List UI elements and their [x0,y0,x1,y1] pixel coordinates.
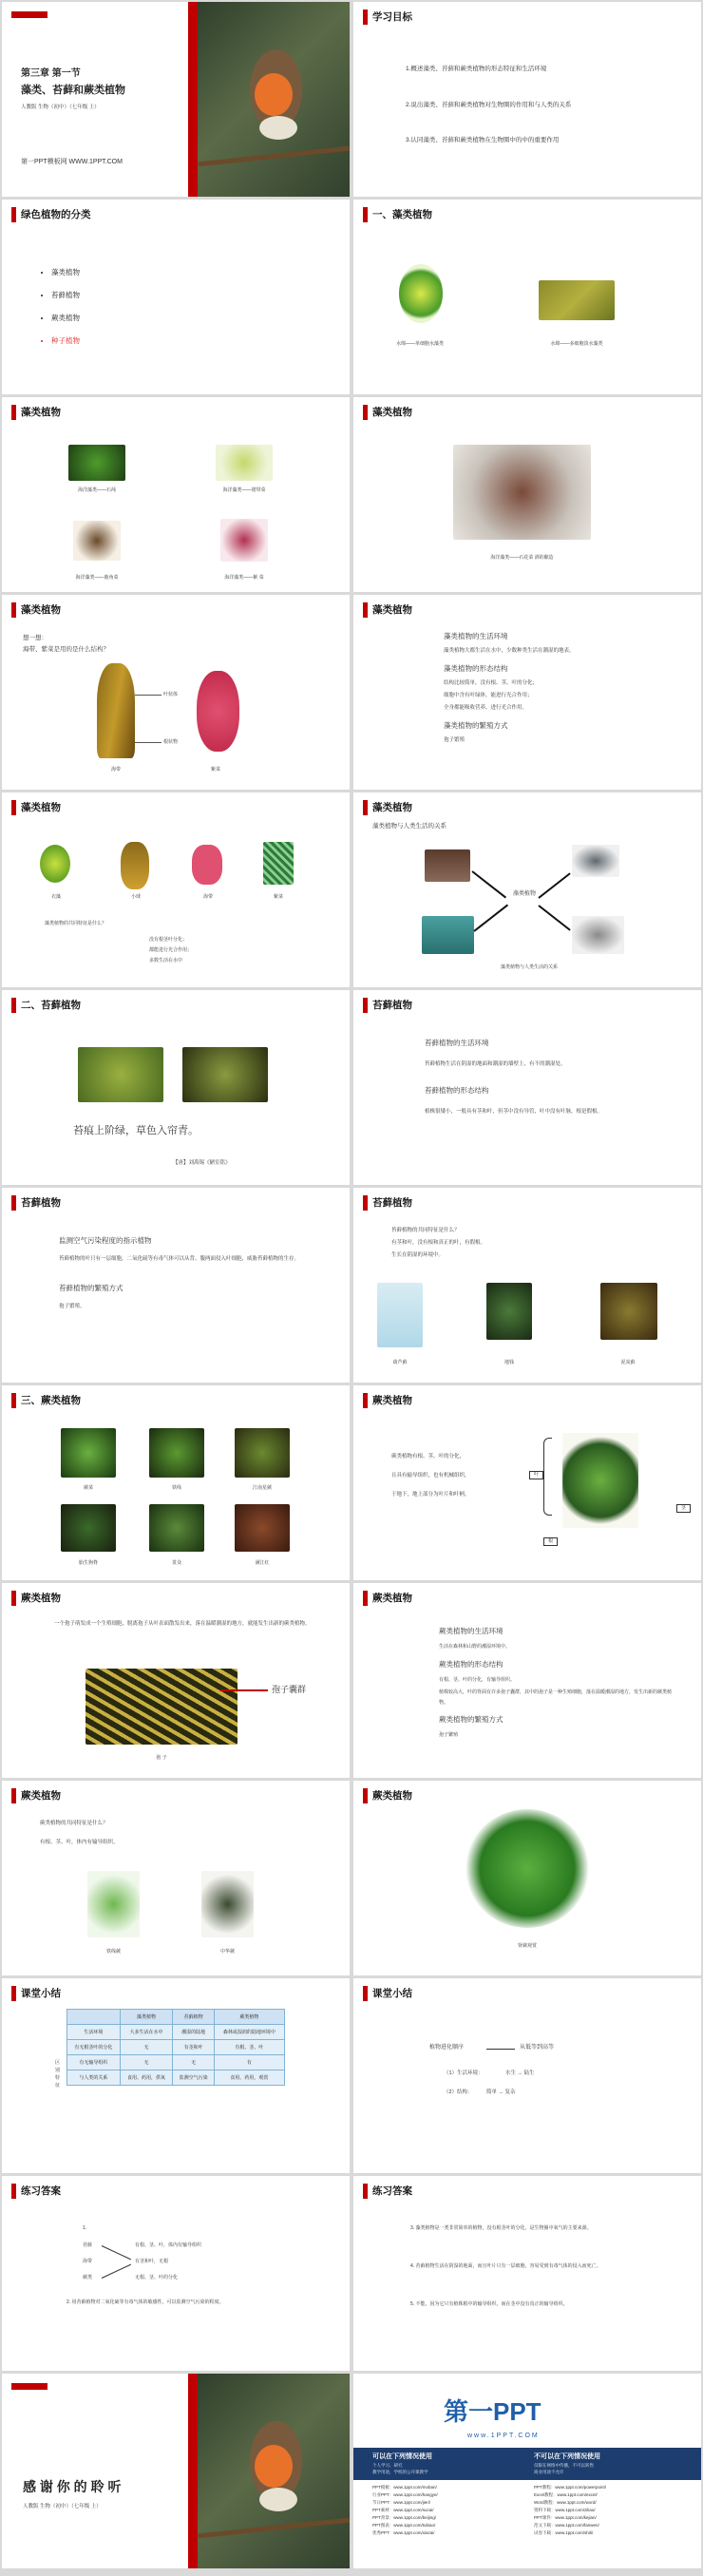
answer-num: 1. [83,2225,87,2231]
slide-algae-human [353,792,701,987]
usage-line: 仅限在网络中传播，不可以转售 [534,2463,594,2468]
caption: 藻类植物与人类生活的关系 [500,964,558,970]
note: 多数生活在水中 [149,958,183,964]
caption: 贯众 [171,1560,181,1566]
slide-title: 蕨类植物 [21,1790,61,1802]
slide-thanks [2,2374,350,2568]
porphyra-photo [220,519,268,562]
heading: 蕨类植物的形态结构 [439,1660,504,1669]
resource-link[interactable]: 节日PPT：www.1ppt.com/jieri/ [372,2500,431,2505]
usage-denied: 不可以在下列情况使用 [534,2453,600,2460]
question: 蕨类植物的共同特征是什么？ [40,1821,108,1826]
detail: 孢子繁殖 [439,1732,459,1738]
slide-title: 藻类植物 [21,802,61,813]
usage-line: 商业用途不允许 [534,2470,564,2474]
marchantia-photo [486,1283,532,1340]
kelp-photo [97,663,135,758]
evolution-label: 植物进化顺序 [429,2045,465,2051]
fern-diagram [562,1433,638,1528]
caption: 葫芦藓 [392,1360,408,1365]
heading: 藻类植物的繁殖方式 [444,721,508,730]
caption: 衣藻 [50,894,61,900]
slide-moss-intro [2,990,350,1185]
fern-photo [235,1428,290,1478]
caption: 胎生狗脊 [78,1560,98,1566]
caption: 泥炭藓 [620,1360,636,1365]
resource-link[interactable]: Word教程：www.1ppt.com/word/ [534,2500,597,2505]
slide-title: 藻类植物 [372,604,412,616]
caption: 海洋藻类——石花菜 酒的酿造 [490,555,554,561]
slide-title: 三、蕨类植物 [21,1395,81,1406]
slide-moss-common [353,1188,701,1383]
cover-chapter: 第三章 第一节 [21,68,81,79]
undaria-photo [216,445,273,481]
label: 孢子囊群 [272,1685,307,1694]
heading: 苔藓植物的生活环境 [425,1039,489,1047]
answer-left: 海带 [83,2259,93,2264]
question: 想一想： [23,635,48,641]
caption: 孢 子 [156,1755,167,1761]
heading: 蕨类植物的生活环境 [439,1627,504,1635]
detail: 植株很矮小，一般具有茎和叶，但茎中没有导管，叶中没有叶脉，根是假根。 [425,1109,603,1115]
label: 叶状体 [163,692,179,697]
slide-title: 学习目标 [372,11,412,23]
robin-photo [198,2374,350,2568]
detail: 生活在森林和山野的潮湿环境中。 [439,1644,511,1650]
slide-algae-intro [353,200,701,394]
caption: 海洋藻类——裙带菜 [222,487,266,493]
answer: 有根、茎、叶，体内有输导组织。 [40,1840,119,1845]
slide-summary-table [2,1978,350,2173]
slide-title: 藻类植物 [21,604,61,616]
detail: 孢子繁殖 [444,737,466,743]
gelidium-photo [453,445,591,540]
pelvetia-photo [73,521,121,561]
slide-title: 练习答案 [21,2185,61,2197]
heading: 苔藓植物的形态结构 [425,1086,489,1095]
cover-title: 藻类、苔藓和蕨类植物 [21,85,125,96]
class-item: • 蕨类植物 [51,307,80,330]
usage-line: 教学用途，学校的公开课教学 [372,2470,428,2474]
slide-title: 一、藻类植物 [372,209,432,220]
label: 茎 [676,1504,691,1513]
fish-photo [572,845,619,877]
heading: 苔藓植物的繁殖方式 [59,1284,124,1292]
caption: 紫菜 [210,767,220,773]
slide-goals [353,2,701,197]
class-item: • 藻类植物 [51,261,80,284]
spirogyra-photo [539,280,615,320]
detail: 蕨类植物有根、茎、叶的分化， [391,1454,466,1460]
evolution-item: （2）结构： [444,2089,473,2095]
slide-fern-common [2,1781,350,1975]
slide-title: 蕨类植物 [372,1790,412,1802]
slide-kelp-structure [2,595,350,790]
answer-right: 有茎和叶，无根 [135,2259,169,2264]
answer: 3. 藻类植物是一类非常简单的植物，没有根茎叶的分化，是生物圈中氧气的主要来源。 [410,2225,592,2231]
laver-photo [197,671,239,752]
label: 叶 [529,1471,543,1479]
resource-link[interactable]: PPT背景：www.1ppt.com/beijing/ [372,2515,437,2520]
label: 根 [543,1537,558,1546]
robin-photo [198,2,350,197]
caption: 水绵——多细胞淡水藻类 [550,341,603,347]
funaria-photo [377,1283,423,1347]
detail: 一个孢子萌发成一个生殖细胞，脱离孢子从叶表面散发出来，落在温暖潮湿的地方，就能发生出新的蕨类植物。 [54,1621,311,1627]
detail: 植株较高大，叶的背面有许多孢子囊群，其中的孢子是一种生殖细胞，落在温暖潮湿的地方，发生出新的蕨类植物。 [439,1689,673,1706]
sori-photo [86,1669,238,1745]
slide-title: 藻类植物 [372,407,412,418]
resource-link[interactable]: 资料下载：www.1ppt.com/ziliao/ [534,2508,596,2512]
slide-title: 课堂小结 [372,1988,412,1999]
detail: 于地下，地上部分为叶片和叶柄。 [391,1492,470,1498]
algae-photo [121,842,149,889]
class-item: • 苔藓植物 [51,284,80,307]
poem: 苔痕上阶绿，草色入帘青。 [73,1125,199,1136]
resource-link[interactable]: PPT课件：www.1ppt.com/kejian/ [534,2515,597,2520]
resource-link[interactable]: PPT图表：www.1ppt.com/tubiao/ [372,2523,436,2528]
ppt-logo: 第一PPT [444,2397,542,2426]
heading: 藻类植物的生活环境 [444,632,508,640]
slide-title: 二、苔藓植物 [21,1000,81,1011]
evolution-value: 简单 → 复杂 [486,2089,516,2095]
resource-link[interactable]: Excel教程：www.1ppt.com/excel/ [534,2492,598,2497]
caption: 满江红 [255,1560,270,1566]
answer-left: 蕨类 [83,2275,93,2280]
fern-photo [149,1504,204,1552]
slide-classification [2,200,350,394]
moss-photo [78,1047,163,1102]
product-photo [425,849,470,882]
slide-title: 课堂小结 [21,1988,61,1999]
slide-title: 蕨类植物 [372,1593,412,1604]
answer-right: 无根、茎、叶的分化 [135,2275,179,2280]
question: 海带、紫菜是用的是什么结构？ [23,646,109,653]
caption: 铁线蕨 [105,1949,121,1955]
slide-fern-intro [2,1385,350,1580]
goal-3: 3.认同藻类、苔藓和蕨类植物在生物圈中的中的重要作用 [406,137,560,143]
detail: 藻类植物大都生活在水中，少数种类生活在潮湿的地表。 [444,648,575,654]
algae-photo [192,845,222,885]
detail: 全身都能吸收营养、进行光合作用。 [444,705,528,711]
answer: 生长在阴湿的环境中。 [391,1252,445,1258]
answer-left: 苔藓 [83,2242,93,2248]
slide-title: 蕨类植物 [372,1395,412,1406]
evolution-value: 水生 → 陆生 [505,2070,535,2076]
caption: 海洋藻类——紫 菜 [224,575,264,581]
resource-link[interactable]: PPT素材：www.1ppt.com/sucai/ [372,2508,434,2512]
resource-link[interactable]: 范文下载：www.1ppt.com/fanwen/ [534,2523,599,2528]
center-label: 藻类植物 [513,891,537,897]
label: 根状物 [163,739,179,745]
slide-moss-features [353,990,701,1185]
feed-photo [422,916,474,954]
question: 苔藓植物的共同特征是什么？ [391,1228,460,1233]
fern-photo [61,1504,116,1552]
side-label: 区别特征 [55,2060,61,2089]
evolution-item: （1）生活环境： [444,2070,484,2076]
slide-fern-features [353,1583,701,1778]
question: 藻类植物的共同特征是什么？ [45,921,107,926]
answer-right: 有根、茎、叶，体内有输导组织 [135,2242,202,2248]
slide-fern-structure [353,1385,701,1580]
detail: 有根、茎、叶的分化，有输导组织。 [439,1677,516,1683]
slide-title: 苔藓植物 [372,1000,412,1011]
resource-link[interactable]: 试卷下载：www.1ppt.com/shiti/ [534,2530,594,2535]
note: 没有根茎叶分化； [149,937,188,943]
heading: 蕨类植物的繁殖方式 [439,1715,504,1724]
detail: 苔藓植物的叶只有一层细胞，二氧化硫等有毒气体可以从背、腹两面侵入叶细胞，威胁苔藓植物的生存。 [59,1256,300,1262]
slide-title: 苔藓植物 [372,1197,412,1209]
sphagnum-photo [600,1283,657,1340]
slide-ppt-info [353,2374,701,2568]
detail: 结构比较简单，没有根、茎、叶的分化； [444,680,539,686]
slide-title: 蕨类植物 [21,1593,61,1604]
chlamydomonas-photo [399,264,443,323]
detail: 苔藓植物生活在阴湿的地面和潮湿的墙壁上，有不的潮湿处。 [425,1061,566,1067]
thanks-meta: 人教版 生物（初中）（七年级 上） [23,2504,102,2509]
nephrolepis-photo [466,1809,589,1928]
caption: 海带 [110,767,121,773]
slide-gelidium [353,397,701,592]
caption: 海洋藻类——石莼 [77,487,116,493]
caption: 铁线 [171,1485,181,1491]
slide-algae-features [353,595,701,790]
answer-note: 2. 用苔藓植物对二氧化硫等有毒气体的敏感性，可以监测空气污染的程度。 [66,2299,224,2305]
slide-title: 藻类植物 [21,407,61,418]
resource-link[interactable]: 行业PPT：www.1ppt.com/hangye/ [372,2492,438,2497]
chinese-fern-photo [201,1871,254,1937]
slide-answers-2 [353,2176,701,2371]
fern-photo [235,1504,290,1552]
caption: 中华蕨 [219,1949,235,1955]
slide-summary-evolution [353,1978,701,2173]
ppt-url: www.1PPT.COM [467,2433,540,2439]
adiantum-photo [87,1871,140,1937]
slide-title: 藻类植物 [372,802,412,813]
slide-moss-indicator [2,1188,350,1383]
answer: 4. 苔藓植物生活在阴湿的地面，而且叶片只有一层细胞，容易受到有毒气体的侵入而死亡。 [410,2263,601,2269]
usage-line: 个人学习、研究 [372,2463,403,2468]
caption: 水绵——单细胞水藻类 [395,341,444,347]
class-item: • 种子植物 [51,330,80,353]
usage-allowed: 可以在下列情况使用 [372,2453,432,2460]
slide-fern-spores [2,1583,350,1778]
caption: 紫菜 [273,894,283,900]
resource-link[interactable]: PPT教程：www.1ppt.com/powerpoint/ [534,2485,607,2490]
algae-photo [263,842,294,885]
slide-sea-algae [2,397,350,592]
slide-title: 苔藓植物 [21,1197,61,1209]
caption: 海带 [202,894,213,900]
algae-photo [40,845,70,883]
detail: 孢子繁殖。 [59,1304,86,1309]
answer: 5. 不能。因为它只有植株根中的输导组织，而在茎中没有真正的输导组织。 [410,2301,568,2307]
slide-cover [2,2,350,197]
subtitle: 藻类植物与人类生活的关系 [372,823,446,830]
caption: 江南星蕨 [252,1485,272,1491]
thanks-title: 感 谢 你 的 聆 听 [23,2479,122,2494]
slide-title: 练习答案 [372,2185,412,2197]
caption: 肾蕨观赏 [517,1943,537,1949]
heading: 监测空气污染程度的指示植物 [59,1236,152,1245]
answer: 有茎和叶，没有根和真正的叶，有假根。 [391,1240,486,1246]
detail: 细胞中含有叶绿体，能进行光合作用； [444,693,533,698]
resource-link[interactable]: 优秀PPT：www.1ppt.com/xiazai/ [372,2530,435,2535]
slide-nephrolepis [353,1781,701,1975]
slide-title: 绿色植物的分类 [21,209,91,220]
slide-answers-1 [2,2176,350,2371]
caption: 小球 [130,894,141,900]
fern-photo [61,1428,116,1478]
caption: 海洋藻类——鹿角菜 [75,575,119,581]
slide-algae-common [2,792,350,987]
fish-photo [572,916,624,954]
ulva-photo [68,445,125,481]
caption: 蕨菜 [83,1485,93,1491]
heading: 藻类植物的形态结构 [444,664,508,673]
caption: 地钱 [504,1360,514,1365]
detail: 且具有输导组织，也有机械组织， [391,1473,470,1479]
cover-footer: 第一PPT模板网 WWW.1PPT.COM [21,159,123,165]
evolution-trend: 从低等到高等 [520,2045,555,2051]
summary-table: 藻类植物 苔藓植物 蕨类植物 生活环境 大多生活在水中 潮湿的陆地 森林或湿润的陆地环境中 有无根茎叶的分化 无 有茎和叶 有根、茎、叶 有无输导组织 无 无 有 与人类的关系 食用、药用，供氧 监测空气污染 食用、药用，观赏 [66,2009,285,2086]
goal-2: 2.说出藻类、苔藓和蕨类植物对生物圈的作用和与人类的关系 [406,102,572,108]
cover-meta: 人教版 生物（初中）（七年级 上） [21,105,100,110]
note: 都能进行光合作用； [149,947,193,953]
poem-author: 【唐】刘禹锡《陋室铭》 [173,1160,231,1166]
moss-photo [182,1047,268,1102]
fern-photo [149,1428,204,1478]
resource-link[interactable]: PPT模板：www.1ppt.com/moban/ [372,2485,437,2490]
goal-1: 1.概述藻类、苔藓和蕨类植物的形态特征和生活环境 [406,66,547,72]
